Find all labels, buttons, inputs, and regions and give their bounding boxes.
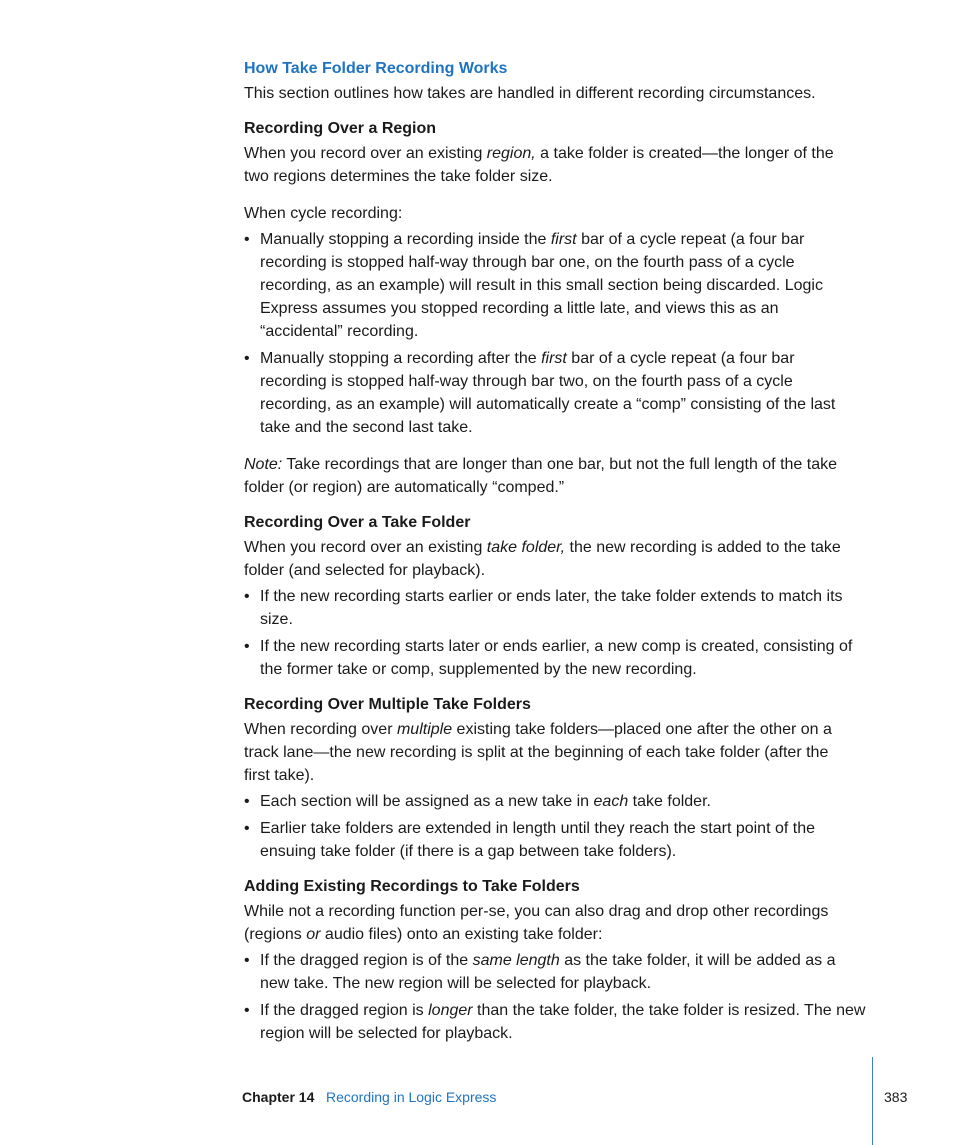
intro-paragraph: This section outlines how takes are handled in different recording circumstances. (244, 85, 816, 102)
list-item: • Manually stopping a recording inside the first bar of a cycle repeat (a four bar recording is stopped half-way through bar one, on the fourth pass of a cycle recording, as an example) will result in this small section being discarded. Logic Express assumes you stopped recording a little late, and views this as an “accidental” recording. (260, 228, 835, 343)
bullet-icon: • (244, 231, 250, 248)
list-item: • If the dragged region is of the same length as the take folder, it will be added as a new take. The new region will be selected for playback. (260, 949, 850, 995)
note-paragraph: Note: Take recordings that are longer than one bar, but not the full length of the take folder (or region) are automatically “comped.” (244, 456, 837, 496)
note-label: Note: (244, 456, 283, 473)
bullet-icon: • (244, 820, 250, 837)
list-item: • If the dragged region is longer than the take folder, the take folder is resized. The new region will be selected for playback. (260, 999, 875, 1045)
subheading-recording-over-region: Recording Over a Region (244, 120, 437, 137)
subheading-recording-over-take-folder: Recording Over a Take Folder (244, 514, 471, 531)
bullet-icon: • (244, 793, 250, 810)
footer-chapter-title[interactable]: Recording in Logic Express (326, 1089, 497, 1105)
footer-chapter-label: Chapter 14 (242, 1089, 315, 1105)
paragraph-cycle-recording: When cycle recording: (244, 205, 403, 222)
bullet-icon: • (244, 1002, 250, 1019)
list-item: • Earlier take folders are extended in length until they reach the start point of the ensuing take folder (if there is a gap between take folders). (260, 817, 840, 863)
bullet-icon: • (244, 952, 250, 969)
list-item: • Each section will be assigned as a new take in each take folder. (260, 790, 860, 813)
page-number: 383 (884, 1089, 908, 1105)
list-item: • Manually stopping a recording after the first bar of a cycle repeat (a four bar recording is stopped half-way through bar two, on the fourth pass of a cycle recording, as an example) will automatically create a “comp” consisting of the last take and the second last take. (260, 347, 850, 439)
subheading-multiple-take-folders: Recording Over Multiple Take Folders (244, 696, 531, 713)
subheading-adding-existing-recordings: Adding Existing Recordings to Take Folders (244, 878, 580, 895)
list-item: • If the new recording starts earlier or ends later, the take folder extends to match its size. (260, 585, 860, 631)
bullet-icon: • (244, 350, 250, 367)
paragraph-adding: While not a recording function per-se, you can also drag and drop other recordings (regions or audio files) onto an existing take folder: (244, 903, 829, 943)
list-item: • If the new recording starts later or ends earlier, a new comp is created, consisting of the former take or comp, supplemented by the new recording. (260, 635, 865, 681)
section-heading: How Take Folder Recording Works (244, 60, 508, 77)
bullet-icon: • (244, 588, 250, 605)
paragraph-region: When you record over an existing region, a take folder is created—the longer of the two regions determines the take folder size. (244, 145, 834, 185)
bullet-icon: • (244, 638, 250, 655)
footer-divider (872, 1057, 873, 1145)
paragraph-take-folder: When you record over an existing take folder, the new recording is added to the take folder (and selected for playback). (244, 539, 841, 579)
paragraph-multiple: When recording over multiple existing take folders—placed one after the other on a track lane—the new recording is split at the beginning of each take folder (after the first take). (244, 721, 832, 784)
